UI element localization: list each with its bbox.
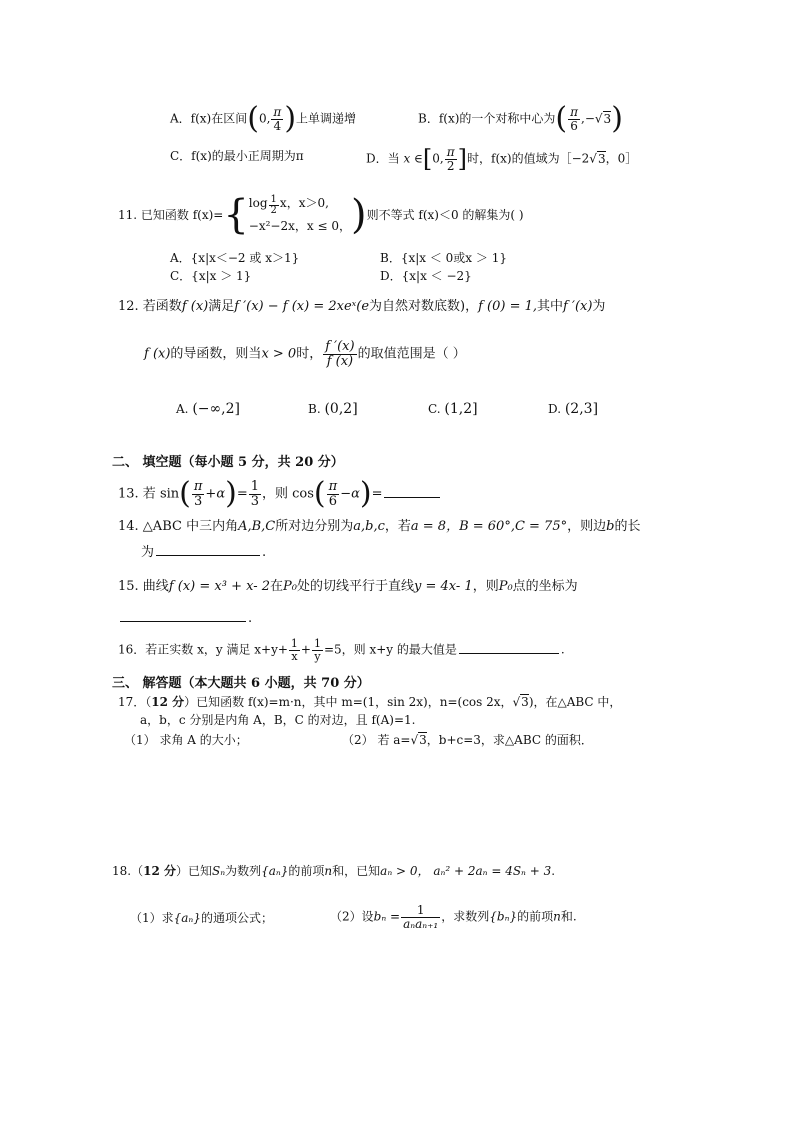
section-2-heading: 二、 填空题（每小题 5 分，共 20 分） <box>112 455 344 470</box>
q16-answer-blank[interactable] <box>459 652 559 654</box>
q13-answer-blank[interactable] <box>384 496 440 498</box>
q14-line-2: 为 . <box>141 545 267 560</box>
q11-option-c: C．{x|x ＞ 1} <box>170 269 252 283</box>
q11-stem: 11. 已知函数 f(x)={ log $\frac{1}{2}$ x，x＞0, −x²−2x，x ≤ 0， )则不等式 f(x)＜0 的解集为( ) <box>118 191 524 238</box>
q10-option-c: C．f(x)的最小正周期为π <box>170 149 304 163</box>
q12-option-d: D. (2,3] <box>548 401 599 417</box>
q17-line-1: 17．（12 分）已知函数 f(x)=m·n，其中 m=(1，sin 2x)，n=(cos 2x，√3)，在△ABC 中， <box>118 695 622 709</box>
q10-option-b: B．f(x)的一个对称中心为( $\frac{\pi}{6}$ ,−√3) <box>418 101 623 136</box>
q18-stem: 18.（12 分）已知Sₙ为数列{aₙ}的前项n和，已知aₙ > 0， aₙ² + 2aₙ = 4Sₙ + 3. <box>112 864 556 878</box>
q15-answer-blank[interactable] <box>120 620 246 622</box>
q11-option-d: D．{x|x ＜ −2} <box>380 269 472 283</box>
q12-line-2: f (x)的导函数，则当x > 0时， $\frac{f '(x)}{f (x)}$ 的取值范围是（ ） <box>144 339 466 369</box>
q11-option-b: B．{x|x ＜ 0或x ＞ 1} <box>380 251 507 265</box>
q14-answer-blank[interactable] <box>156 554 260 556</box>
q12-line-1: 12. 若函数f (x)满足f ′(x) − f (x) = 2xeˣ(e为自然对数底数)，f (0) = 1,其中f ′(x)为 <box>118 299 606 314</box>
q14-line-1: 14. △ABC 中三内角A,B,C所对边分别为a,b,c，若a = 8，B = 60°,C = 75°，则边b的长 <box>118 519 641 534</box>
q17-line-2: a，b，c 分别是内角 A，B，C 的对边，且 f(A)=1. <box>140 713 416 727</box>
q13: 13. 若 sin( $\frac{\pi}{3}$ +α)= $\frac{1}{3}$ ，则 cos( $\frac{\pi}{6}$ −α)= <box>118 479 442 509</box>
q10-option-a: A．f(x)在区间(0, $\frac{\pi}{4}$ )上单调递增 <box>170 101 357 136</box>
q11-option-a: A．{x|x＜−2 或 x＞1} <box>170 251 300 265</box>
q12-option-c: C. (1,2] <box>428 401 478 417</box>
q18-part-1: （1）求{aₙ}的通项公式； <box>130 911 273 925</box>
q12-option-a: A. (−∞,2] <box>176 401 240 417</box>
q18-part-2: （2）设bₙ = $\frac{1}{\text{aₙaₙ₊₁}}$ ，求数列{bₙ}的前项n和. <box>330 903 577 931</box>
q12-option-b: B. (0,2] <box>308 401 358 417</box>
q16: 16．若正实数 x，y 满足 x+y+ $\frac{1}{x}$ + $\frac{1}{y}$ =5，则 x+y 的最大值是 . <box>118 637 565 663</box>
q17-part-1: （1） 求角 A 的大小； <box>124 733 248 747</box>
q10-option-d: D．当 x ∈[0, $\frac{\pi}{2}$ ]时，f(x)的值域为［−2√3，0］ <box>366 145 638 174</box>
q15-line-2: . <box>118 612 252 625</box>
q15-line-1: 15. 曲线f (x) = x³ + x- 2在P₀处的切线平行于直线y = 4x- 1，则P₀点的坐标为 <box>118 579 578 594</box>
q17-part-2: （2） 若 a=√3，b+c=3，求△ABC 的面积． <box>342 733 593 747</box>
section-3-heading: 三、 解答题（本大题共 6 小题，共 70 分） <box>112 676 370 691</box>
